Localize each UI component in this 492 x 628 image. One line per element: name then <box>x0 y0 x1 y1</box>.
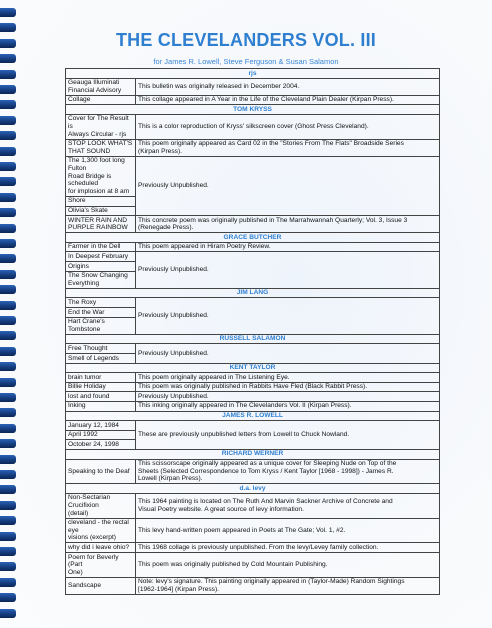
section-header-row <box>66 449 440 459</box>
binding-coil <box>0 131 16 140</box>
binding-coil <box>0 331 16 340</box>
publication-note: This scissorscape originally appeared as a unique cover for Sleeping Nude on Top of the Sheets (Selected Correspondence to Tom Kryss / Kent Taylor [1968 - 1998]) - James R. Lowell (Kirpan Press). <box>136 459 440 484</box>
document-authors: for James R. Lowell, Steve Ferguson & Susan Salamon <box>153 57 339 66</box>
binding-coil <box>0 516 16 525</box>
work-title: Sandscape <box>66 577 136 594</box>
table-row <box>66 577 440 594</box>
work-title: STOP LOOK WHAT'S THAT SOUND <box>66 139 136 156</box>
section-author-name: GRACE BUTCHER <box>66 233 440 243</box>
section-header-row <box>66 484 440 494</box>
binding-coil <box>0 224 16 233</box>
publication-note: This 1968 collage is previously unpublished. From the levy/Levey family collection. <box>136 543 440 553</box>
publication-note: Previously Unpublished. <box>136 252 440 288</box>
publication-note: This concrete poem was originally published in The Marrahwannah Quarterly; Vol. 3, Issue 3 (Renegade Press). <box>136 216 440 233</box>
publication-note: This levy hand-written poem appeared in Poets at The Gate; Vol. 1, #2. <box>136 518 440 543</box>
work-title: Smell of Legends <box>66 354 136 364</box>
binding-coil <box>0 378 16 387</box>
work-title: Farmer in the Dell <box>66 242 136 252</box>
table-row <box>66 543 440 553</box>
binding-coil <box>0 147 16 156</box>
publication-note: This poem originally appeared as Card 02 in the "Stories From The Flats" Broadside Series (Kirpan Press). <box>136 139 440 156</box>
work-title: Free Thought <box>66 344 136 354</box>
section-header-row <box>66 334 440 344</box>
binding-coil <box>0 301 16 310</box>
binding-coil <box>0 85 16 94</box>
section-header-row <box>66 233 440 243</box>
binding-coil <box>0 408 16 417</box>
binding-coil <box>0 455 16 464</box>
binding-coil <box>0 8 16 17</box>
table-row <box>66 382 440 392</box>
binding-coil <box>0 116 16 125</box>
contents-table <box>65 68 440 595</box>
section-header-row <box>66 105 440 115</box>
work-title: Shore <box>66 196 136 206</box>
section-author-name: TOM KRYSS <box>66 105 440 115</box>
work-title: Geauga Illuminati Financial Advisory <box>66 78 136 95</box>
work-title: Billie Holiday <box>66 382 136 392</box>
binding-coil <box>0 254 16 263</box>
publication-note: This collage appeared in A Year in the Life of the Cleveland Plain Dealer (Kirpan Press). <box>136 95 440 105</box>
table-row <box>66 78 440 95</box>
table-row <box>66 216 440 233</box>
publication-note: Previously Unpublished. <box>136 298 440 334</box>
table-row <box>66 344 440 354</box>
binding-coil <box>0 532 16 541</box>
publication-note: This inking originally appeared in The Clevelanders Vol. II (Kirpan Press). <box>136 401 440 411</box>
work-title: brain tumor <box>66 373 136 383</box>
publication-note: Previously Unpublished. <box>136 392 440 402</box>
work-title: Inking <box>66 401 136 411</box>
table-row <box>66 493 440 518</box>
binding-coil <box>0 193 16 202</box>
binding-coil <box>0 270 16 279</box>
binding-coil <box>0 70 16 79</box>
table-row <box>66 252 440 262</box>
binding-coil <box>0 347 16 356</box>
publication-note: Previously Unpublished. <box>136 344 440 363</box>
section-author-name: RUSSELL SALAMON <box>66 334 440 344</box>
table-row <box>66 392 440 402</box>
work-title: January 12, 1984 <box>66 421 136 431</box>
binding-coil <box>0 393 16 402</box>
work-title: WINTER RAIN AND PURPLE RAINBOW <box>66 216 136 233</box>
work-title: Collage <box>66 95 136 105</box>
publication-note: This poem appeared in Hiram Poetry Review. <box>136 242 440 252</box>
work-title: End the War <box>66 308 136 318</box>
binding-coil <box>0 609 16 618</box>
work-title: April 1992 <box>66 430 136 440</box>
table-row <box>66 421 440 431</box>
section-author-name: rjs <box>66 69 440 79</box>
publication-note: Note: levy's signature. This painting originally appeared in (Taylor-Made) Random Sightings [1962-1964] (Kirpan Press). <box>136 577 440 594</box>
section-author-name: RICHARD WERNER <box>66 449 440 459</box>
work-title: cleveland - the rectal eye visions (excerpt) <box>66 518 136 543</box>
table-row <box>66 156 440 196</box>
work-title: October 24, 1998 <box>66 440 136 450</box>
binding-coil <box>0 593 16 602</box>
binding-coil <box>0 424 16 433</box>
table-row <box>66 298 440 308</box>
binding-coil <box>0 501 16 510</box>
work-title: lost and found <box>66 392 136 402</box>
publication-note: This poem was originally published by Cold Mountain Publishing. <box>136 553 440 578</box>
work-title: The 1,300 foot long Fulton Road Bridge is scheduled for implosion at 8 am <box>66 156 136 196</box>
work-title: In Deepest February <box>66 252 136 262</box>
binding-coil <box>0 578 16 587</box>
binding-coil <box>0 239 16 248</box>
binding-coil <box>0 285 16 294</box>
document-title: THE CLEVELANDERS VOL. III <box>115 30 377 50</box>
work-title: why did i leave ohio? <box>66 543 136 553</box>
work-title: Origins <box>66 262 136 272</box>
work-title: The Snow Changing Everything <box>66 271 136 288</box>
section-author-name: JIM LANG <box>66 288 440 298</box>
section-author-name: KENT TAYLOR <box>66 363 440 373</box>
table-row <box>66 373 440 383</box>
publication-note: This bulletin was originally released in December 2004. <box>136 78 440 95</box>
table-row <box>66 553 440 578</box>
work-title: Hart Crane's Tombstone <box>66 317 136 334</box>
binding-coil <box>0 100 16 109</box>
publication-note: These are previously unpublished letters from Lowell to Chuck Nowland. <box>136 421 440 450</box>
work-title: Speaking to the Deaf <box>66 459 136 484</box>
section-header-row <box>66 363 440 373</box>
table-row <box>66 459 440 484</box>
work-title: Olivia's Skate <box>66 206 136 216</box>
table-row <box>66 139 440 156</box>
binding-coil <box>0 316 16 325</box>
publication-note: This poem was originally published in Rabbits Have Fled (Black Rabbit Press). <box>136 382 440 392</box>
binding-coil <box>0 439 16 448</box>
section-header-row <box>66 411 440 421</box>
binding-coil <box>0 562 16 571</box>
publication-note: This is a color reproduction of Kryss' silkscreen cover (Ghost Press Cleveland). <box>136 114 440 139</box>
binding-coil <box>0 208 16 217</box>
table-row <box>66 114 440 139</box>
section-author-name: d.a. levy <box>66 484 440 494</box>
section-header-row <box>66 288 440 298</box>
binding-coil <box>0 177 16 186</box>
binding-coil <box>0 485 16 494</box>
table-row <box>66 242 440 252</box>
section-author-name: JAMES R. LOWELL <box>66 411 440 421</box>
binding-coil <box>0 547 16 556</box>
table-row <box>66 95 440 105</box>
binding-coil <box>0 362 16 371</box>
binding-coil <box>0 162 16 171</box>
spiral-binding <box>0 0 18 628</box>
publication-note: Previously Unpublished. <box>136 156 440 215</box>
work-title: Cover for The Result is Always Circular - rjs <box>66 114 136 139</box>
work-title: Poem for Beverly (Part One) <box>66 553 136 578</box>
work-title: The Roxy <box>66 298 136 308</box>
binding-coil <box>0 470 16 479</box>
section-header-row <box>66 69 440 79</box>
publication-note: This poem originally appeared in The Listening Eye. <box>136 373 440 383</box>
publication-note: This 1964 painting is located on The Ruth And Marvin Sackner Archive of Concrete and Visual Poetry website. A great source of levy information. <box>136 493 440 518</box>
work-title: Non-Sectarian Crucifixion (detail) <box>66 493 136 518</box>
table-row <box>66 401 440 411</box>
table-row <box>66 518 440 543</box>
